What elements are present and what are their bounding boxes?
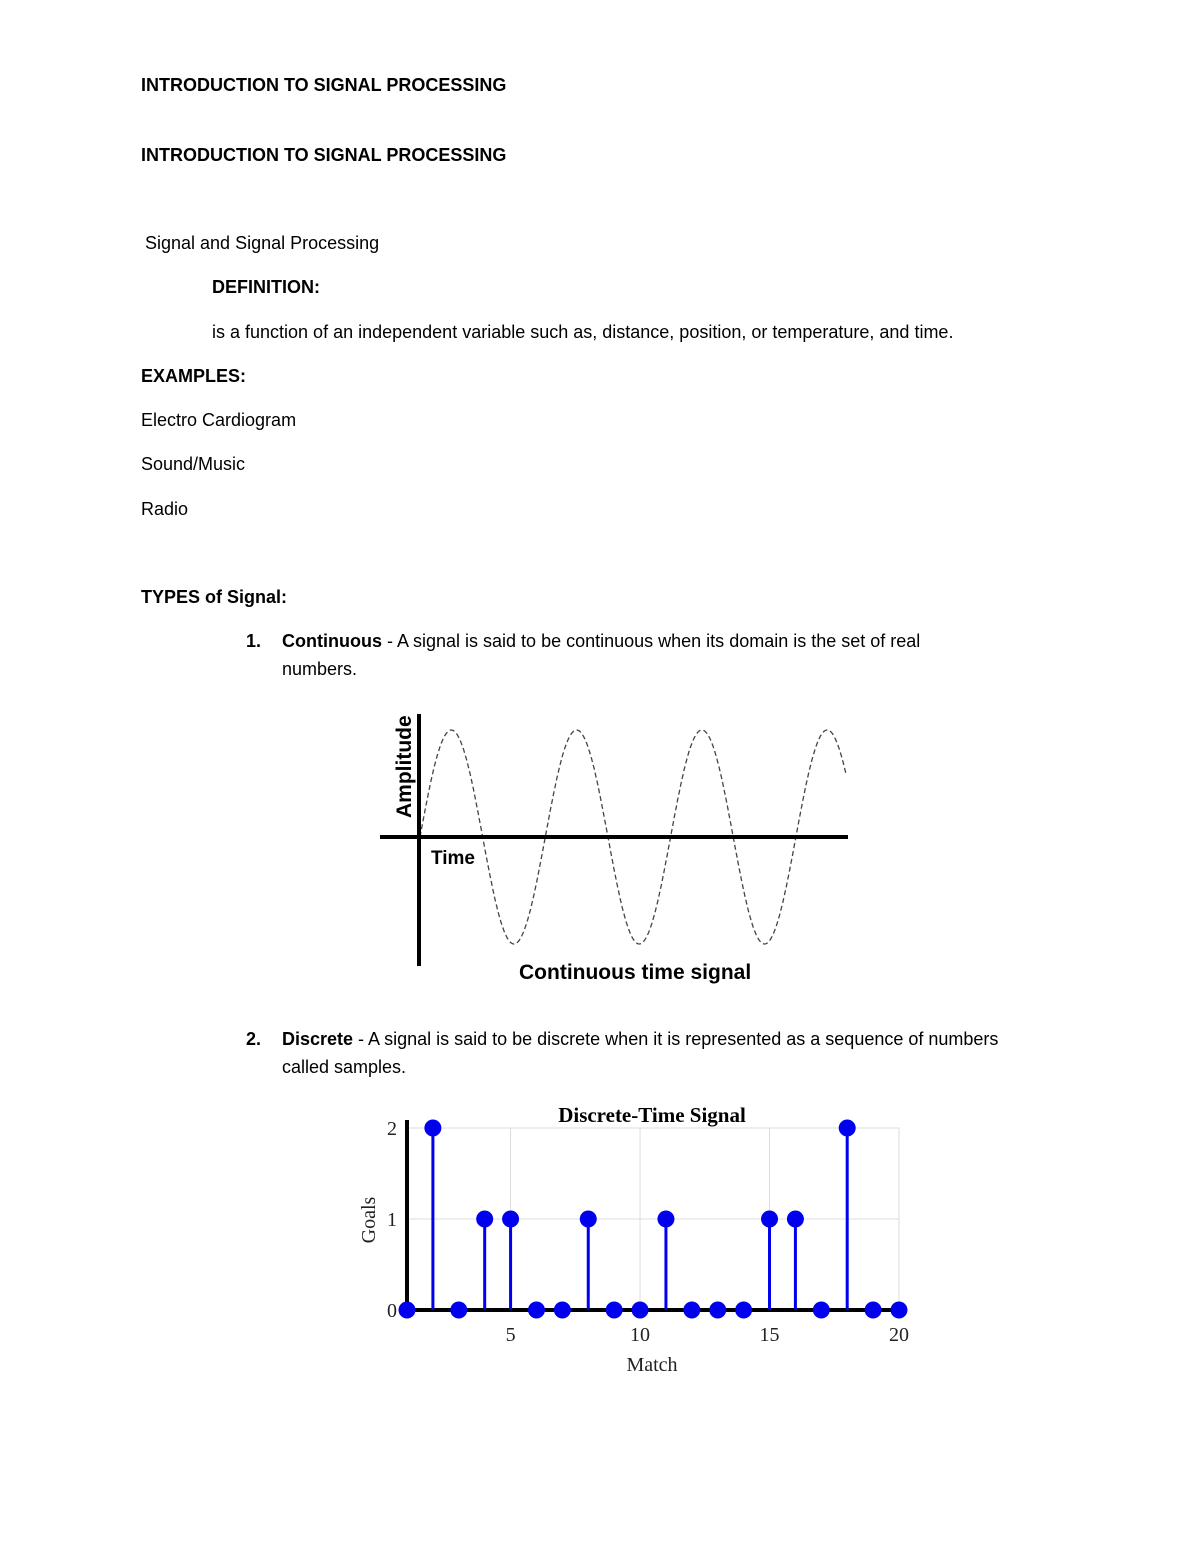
x-tick-label: 20 [889, 1324, 909, 1346]
stem-marker [450, 1302, 467, 1319]
examples-label: EXAMPLES: [141, 366, 247, 386]
chart-title: Discrete-Time Signal [558, 1103, 746, 1127]
stem-marker [399, 1302, 416, 1319]
stem-marker [502, 1211, 519, 1228]
list-desc: - A signal is said to be discrete when it is represented as a sequence of numbers [353, 1029, 999, 1049]
x-tick-label: 5 [505, 1324, 516, 1346]
stem-marker [865, 1302, 882, 1319]
x-axis-label: Time [431, 848, 476, 869]
stem-marker [891, 1302, 908, 1319]
list-number: 1. [246, 631, 262, 651]
stem-marker [657, 1211, 674, 1228]
example-item: Radio [141, 499, 189, 519]
stem-marker [839, 1120, 856, 1137]
x-tick-label: 15 [759, 1324, 780, 1346]
stem-marker [735, 1302, 752, 1319]
document-title: INTRODUCTION TO SIGNAL PROCESSING [141, 75, 507, 95]
stem-marker [787, 1211, 804, 1228]
list-desc-continued: called samples. [282, 1057, 407, 1077]
types-label: TYPES of Signal: [141, 587, 288, 607]
stem-marker [528, 1302, 545, 1319]
stem-marker [606, 1302, 623, 1319]
example-item: Sound/Music [141, 454, 246, 474]
list-term: Discrete [282, 1029, 354, 1049]
stem-marker [554, 1302, 571, 1319]
continuous-signal-chart [370, 700, 870, 1000]
list-number: 2. [246, 1029, 262, 1049]
chart-title: Continuous time signal [519, 961, 752, 984]
document-subtitle: INTRODUCTION TO SIGNAL PROCESSING [141, 145, 507, 165]
stem-marker [476, 1211, 493, 1228]
y-axis-label: Goals [358, 1196, 380, 1244]
list-desc: - A signal is said to be continuous when its domain is the set of real [381, 631, 921, 651]
y-tick-label: 1 [387, 1209, 397, 1231]
x-axis-label: Match [626, 1354, 678, 1376]
list-item-continuous [282, 630, 920, 652]
definition-text: is a function of an independent variable such as, distance, position, or temperature, and time. [212, 322, 954, 342]
section-heading: Signal and Signal Processing [145, 233, 380, 253]
stem-marker [761, 1211, 778, 1228]
stem-marker [580, 1211, 597, 1228]
stem-marker [813, 1302, 830, 1319]
definition-label: DEFINITION: [212, 277, 320, 297]
list-desc-continued: numbers. [282, 659, 358, 679]
stem-marker [424, 1120, 441, 1137]
x-tick-label: 10 [630, 1324, 651, 1346]
stem-marker [632, 1302, 649, 1319]
example-item: Electro Cardiogram [141, 410, 297, 430]
discrete-signal-chart [350, 1095, 930, 1385]
y-tick-label: 0 [387, 1300, 397, 1322]
list-item-discrete [282, 1028, 998, 1050]
y-axis-label: Amplitude [393, 715, 416, 818]
y-tick-label: 2 [387, 1118, 397, 1140]
list-term: Continuous [282, 631, 382, 651]
stem-marker [709, 1302, 726, 1319]
stem-marker [683, 1302, 700, 1319]
